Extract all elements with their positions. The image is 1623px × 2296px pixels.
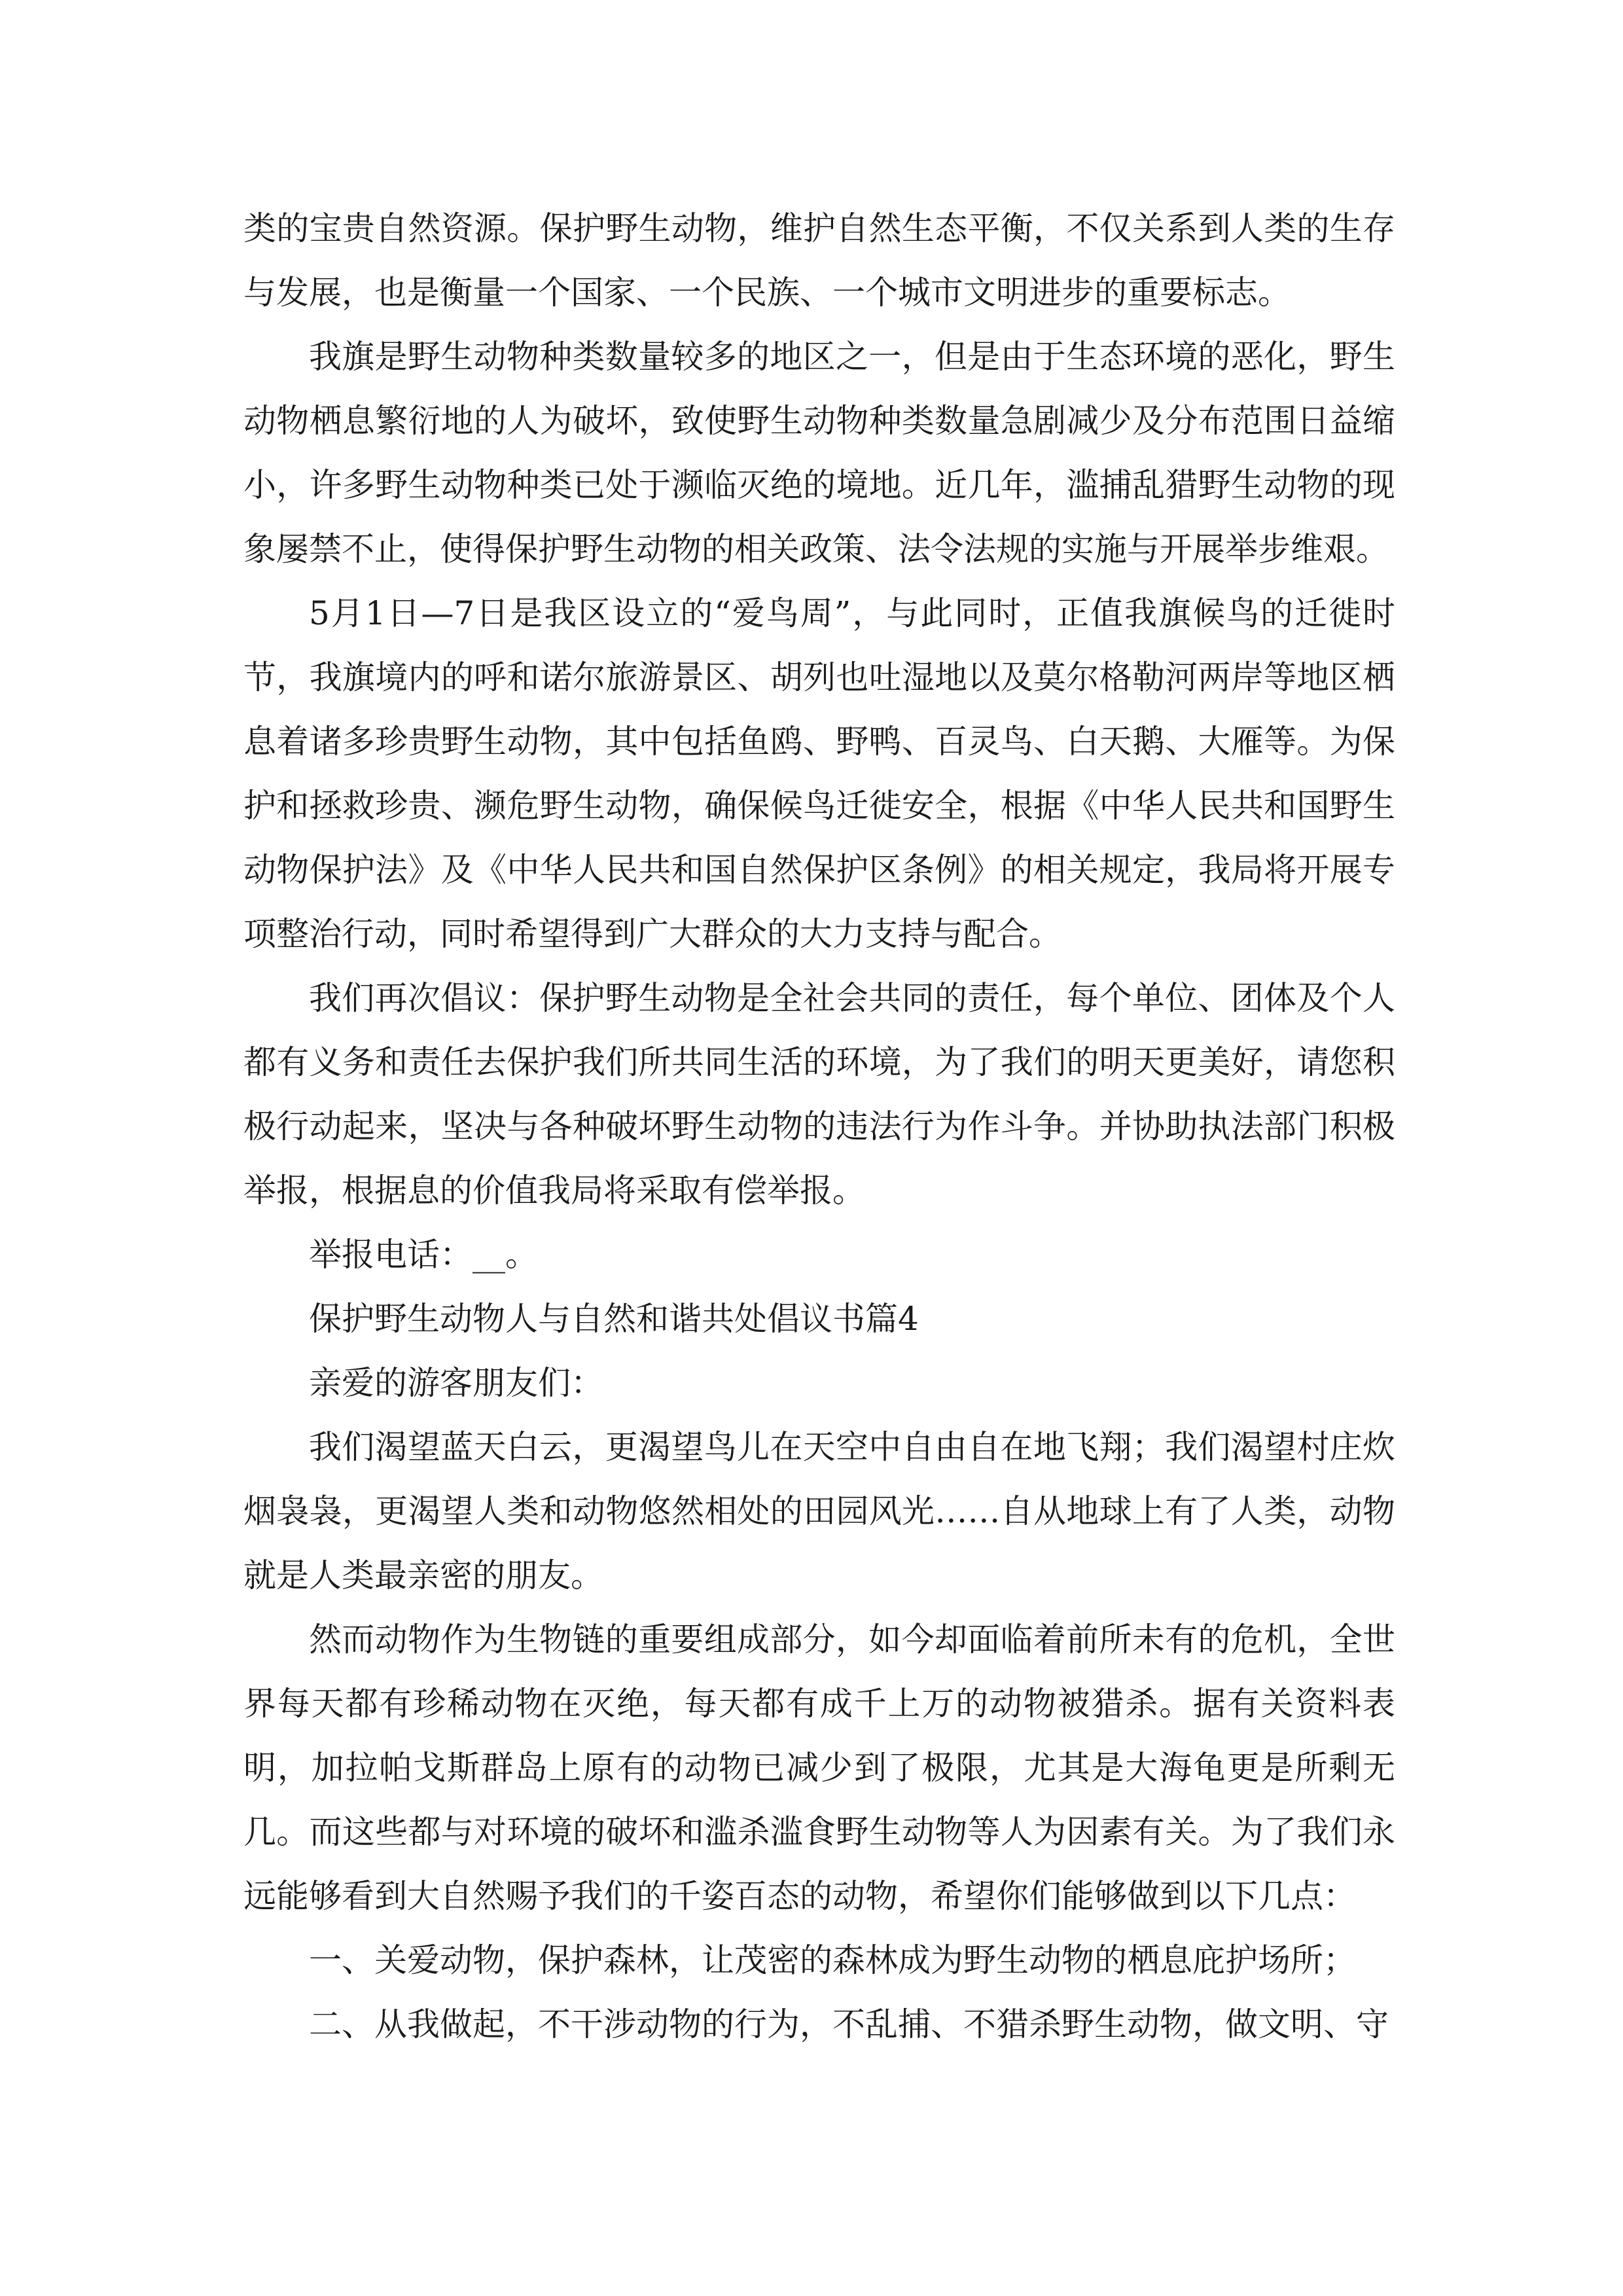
paragraph-crisis: 然而动物作为生物链的重要组成部分，如今却面临着前所未有的危机，全世界每天都有珍稀动物在灭绝，每天都有成千上万的动物被猎杀。据有关资料表明，加拉帕戈斯群岛上原有的动物已减少到了极限，尤其是大海龟更是所剩无几。而这些都与对环境的破坏和滥杀滥食野生动物等人为因素有关。为了我们永远能够看到大自然赐予我们的千姿百态的动物，希望你们能够做到以下几点： bbox=[243, 1621, 1395, 1915]
paragraph-continuation: 类的宝贵自然资源。保护野生动物，维护自然生态平衡，不仅关系到人类的生存与发展，也是衡量一个国家、一个民族、一个城市文明进步的重要标志。 bbox=[243, 209, 1395, 312]
document-body bbox=[243, 196, 1395, 2056]
section-heading: 保护野生动物人与自然和谐共处倡议书篇4 bbox=[309, 1300, 919, 1338]
paragraph-bird-week: 5月1日—7日是我区设立的“爱鸟周”，与此同时，正值我旗候鸟的迁徙时节，我旗境内的呼和诺尔旅游景区、胡列也吐湿地以及莫尔格勒河两岸等地区栖息着诸多珍贵野生动物，其中包括鱼鸥、野鸭、百灵鸟、白天鹅、大雁等。为保护和拯救珍贵、濒危野生动物，确保候鸟迁徙安全，根据《中华人民共和国野生动物保护法》及《中华人民共和国自然保护区条例》的相关规定，我局将开展专项整治行动，同时希望得到广大群众的大力支持与配合。 bbox=[243, 594, 1395, 953]
paragraph-report-phone: 举报电话：__。 bbox=[309, 1236, 538, 1274]
list-item-two: 二、从我做起，不干涉动物的行为，不乱捕、不猎杀野生动物，做文明、守 bbox=[309, 2005, 1389, 2043]
list-item-one: 一、关爱动物，保护森林，让茂密的森林成为野生动物的栖息庇护场所； bbox=[309, 1941, 1356, 1979]
salutation: 亲爱的游客朋友们： bbox=[309, 1364, 603, 1402]
paragraph-current-situation: 我旗是野生动物种类数量较多的地区之一，但是由于生态环境的恶化，野生动物栖息繁衍地的人为破坏，致使野生动物种类数量急剧减少及分布范围日益缩小，许多野生动物种类已处于濒临灭绝的境地。近几年，滥捕乱猎野生动物的现象屡禁不止，使得保护野生动物的相关政策、法令法规的实施与开展举步维艰。 bbox=[243, 338, 1395, 568]
paragraph-appeal: 我们再次倡议：保护野生动物是全社会共同的责任，每个单位、团体及个人都有义务和责任去保护我们所共同生活的环境，为了我们的明天更美好，请您积极行动起来，坚决与各种破坏野生动物的违法行为作斗争。并协助执法部门积极举报，根据息的价值我局将采取有偿举报。 bbox=[243, 979, 1395, 1210]
paragraph-longing: 我们渴望蓝天白云，更渴望鸟儿在天空中自由自在地飞翔；我们渴望村庄炊烟袅袅，更渴望人类和动物悠然相处的田园风光……自从地球上有了人类，动物就是人类最亲密的朋友。 bbox=[243, 1428, 1395, 1594]
